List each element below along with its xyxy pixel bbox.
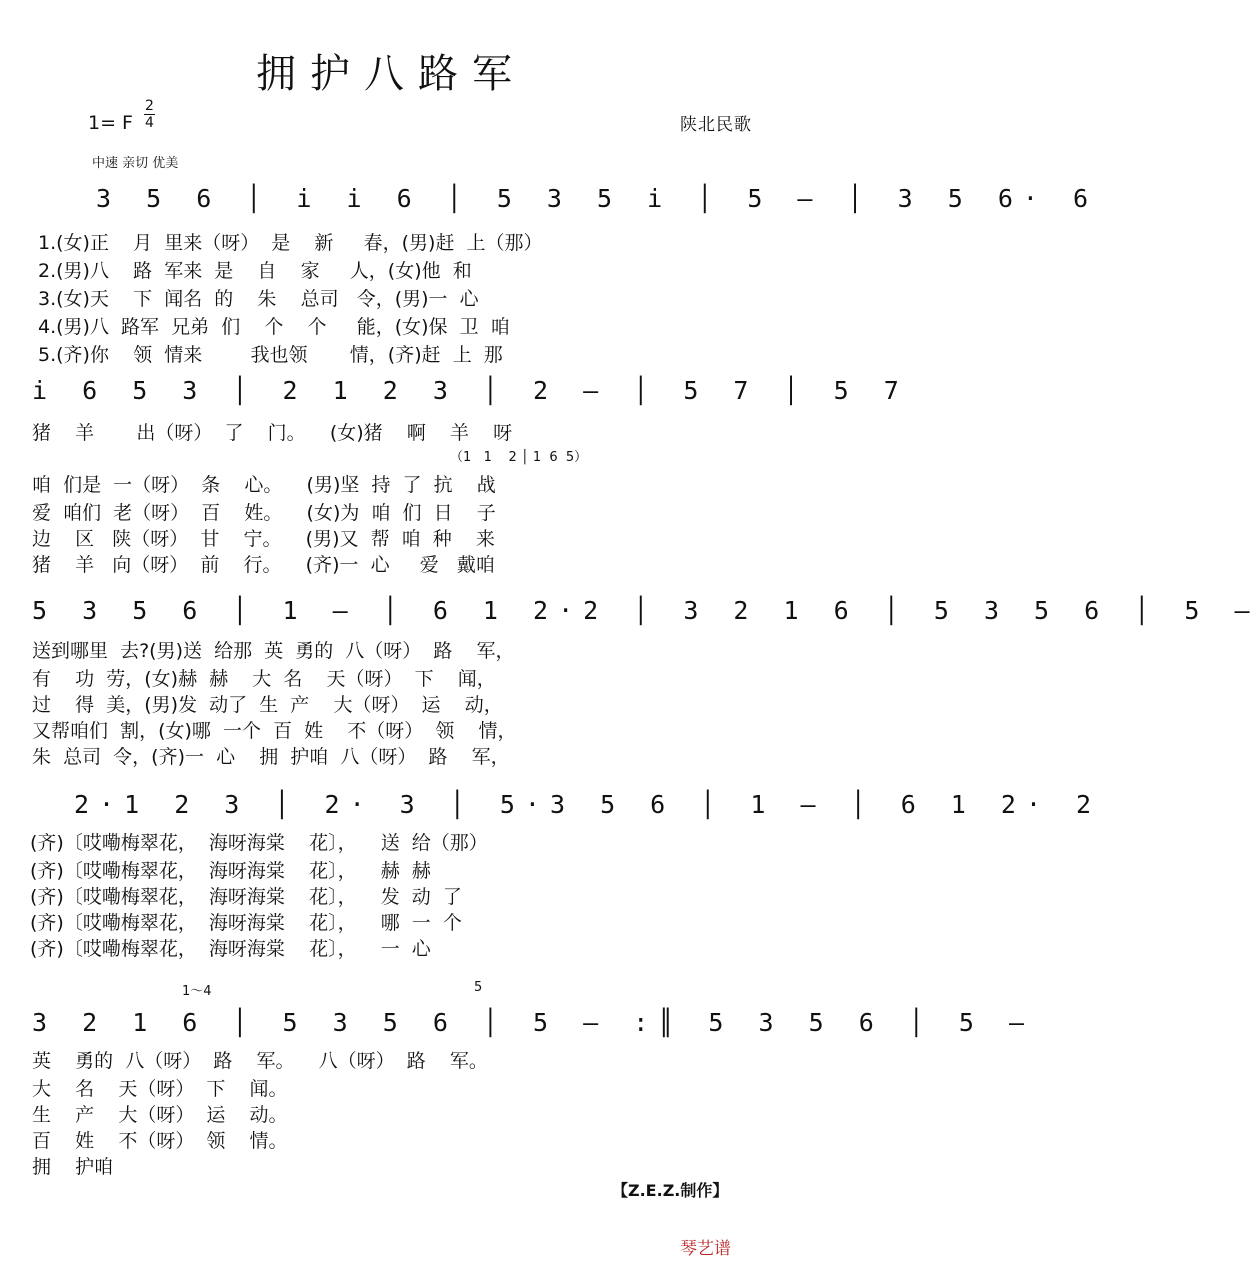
- lyric-line: 百 姓 不（呀） 领 情。: [32, 1130, 288, 1152]
- lyric-line: 2.(男)八 路 军来 是 自 家 人，(女)他 和: [38, 260, 472, 282]
- notes-row-4: 2·1 2 3 │ 2· 3 │ 5·3 5 6 │ 1 – │ 6 1 2· 2: [74, 790, 1102, 819]
- lyric-line: (齐)〔哎嘞梅翠花， 海呀海棠 花〕， 送 给（那）: [30, 832, 488, 854]
- lyric-line: (齐)〔哎嘞梅翠花， 海呀海棠 花〕， 赫 赫: [30, 860, 431, 882]
- lyric-line: 有 功 劳，(女)赫 赫 大 名 天（呀） 下 闻，: [32, 668, 496, 690]
- notes-row-5: 3 2 1 6 │ 5 3 5 6 │ 5 – :║ 5 3 5 6 │ 5 –: [32, 1008, 1035, 1037]
- time-sig-denominator: 4: [145, 115, 154, 131]
- time-sig-numerator: 2: [145, 98, 154, 114]
- lyric-line: 1.(女)正 月 里来（呀） 是 新 春，(男)赶 上（那）: [38, 232, 543, 254]
- lyric-line: 猪 羊 出（呀） 了 门。 (女)猪 啊 羊 呀: [32, 422, 513, 444]
- key-signature: 1= F: [88, 112, 133, 134]
- lyric-line: 咱 们是 一（呀） 条 心。 (男)坚 持 了 抗 战: [32, 474, 496, 496]
- lyric-line: 4.(男)八 路军 兄弟 们 个 个 能，(女)保 卫 咱: [38, 316, 510, 338]
- page-title: 拥护八路军: [256, 51, 526, 97]
- time-signature: [144, 99, 155, 130]
- volta-1-label: 1～4: [182, 984, 212, 999]
- lyric-line: 生 产 大（呀） 运 动。: [32, 1104, 288, 1126]
- notes-row-3: 5 3 5 6 │ 1 – │ 6 1 2·2 │ 3 2 1 6 │ 5 3 5 6 │ 5 –: [32, 596, 1260, 625]
- notes-row-2: i 6 5 3 │ 2 1 2 3 │ 2 – │ 5 7 │ 5 7: [32, 376, 909, 405]
- lyric-line: 3.(女)天 下 闻名 的 朱 总司 令，(男)一 心: [38, 288, 479, 310]
- tempo-marking: 中速 亲切 优美: [92, 156, 179, 171]
- lyric-line: 送到哪里 去?(男)送 给那 英 勇的 八（呀） 路 军，: [32, 640, 515, 662]
- lyric-line: 过 得 美，(男)发 动了 生 产 大（呀） 运 动，: [32, 694, 503, 716]
- lyric-line: (齐)〔哎嘞梅翠花， 海呀海棠 花〕， 一 心: [30, 938, 431, 960]
- lyric-line: (齐)〔哎嘞梅翠花， 海呀海棠 花〕， 发 动 了: [30, 886, 462, 908]
- lyric-line: 5.(齐)你 领 情来 我也领 情，(齐)赶 上 那: [38, 344, 503, 366]
- lyric-line: 边 区 陕（呀） 甘 宁。 (男)又 帮 咱 种 来: [32, 528, 495, 550]
- lyric-line: 大 名 天（呀） 下 闻。: [32, 1078, 288, 1100]
- composer: 陕北民歌: [680, 115, 752, 135]
- lyric-line: 猪 羊 向（呀） 前 行。 (齐)一 心 爱 戴咱: [32, 554, 495, 576]
- lyric-line: 拥 护咱: [32, 1156, 114, 1178]
- lyric-line: 又帮咱们 割，(女)哪 一个 百 姓 不（呀） 领 情，: [32, 720, 517, 742]
- lyric-line: 爱 咱们 老（呀） 百 姓。 (女)为 咱 们 日 子: [32, 502, 496, 524]
- lyric-line: 朱 总司 令，(齐)一 心 拥 护咱 八（呀） 路 军，: [32, 746, 510, 768]
- lyric-line: 英 勇的 八（呀） 路 军。 八（呀） 路 军。: [32, 1050, 488, 1072]
- parenthetical-notes: （1 1 2 │ 1 6 5）: [450, 450, 588, 465]
- credit-label: 【Z.E.Z.制作】: [612, 1181, 729, 1200]
- lyric-line: (齐)〔哎嘞梅翠花， 海呀海棠 花〕， 哪 一 个: [30, 912, 462, 934]
- notes-row-1: 3 5 6 │ i i 6 │ 5 3 5 i │ 5 – │ 3 5 6· 6: [96, 184, 1099, 213]
- site-logo: 琴艺谱: [680, 1239, 731, 1259]
- volta-2-label: 5: [474, 980, 483, 995]
